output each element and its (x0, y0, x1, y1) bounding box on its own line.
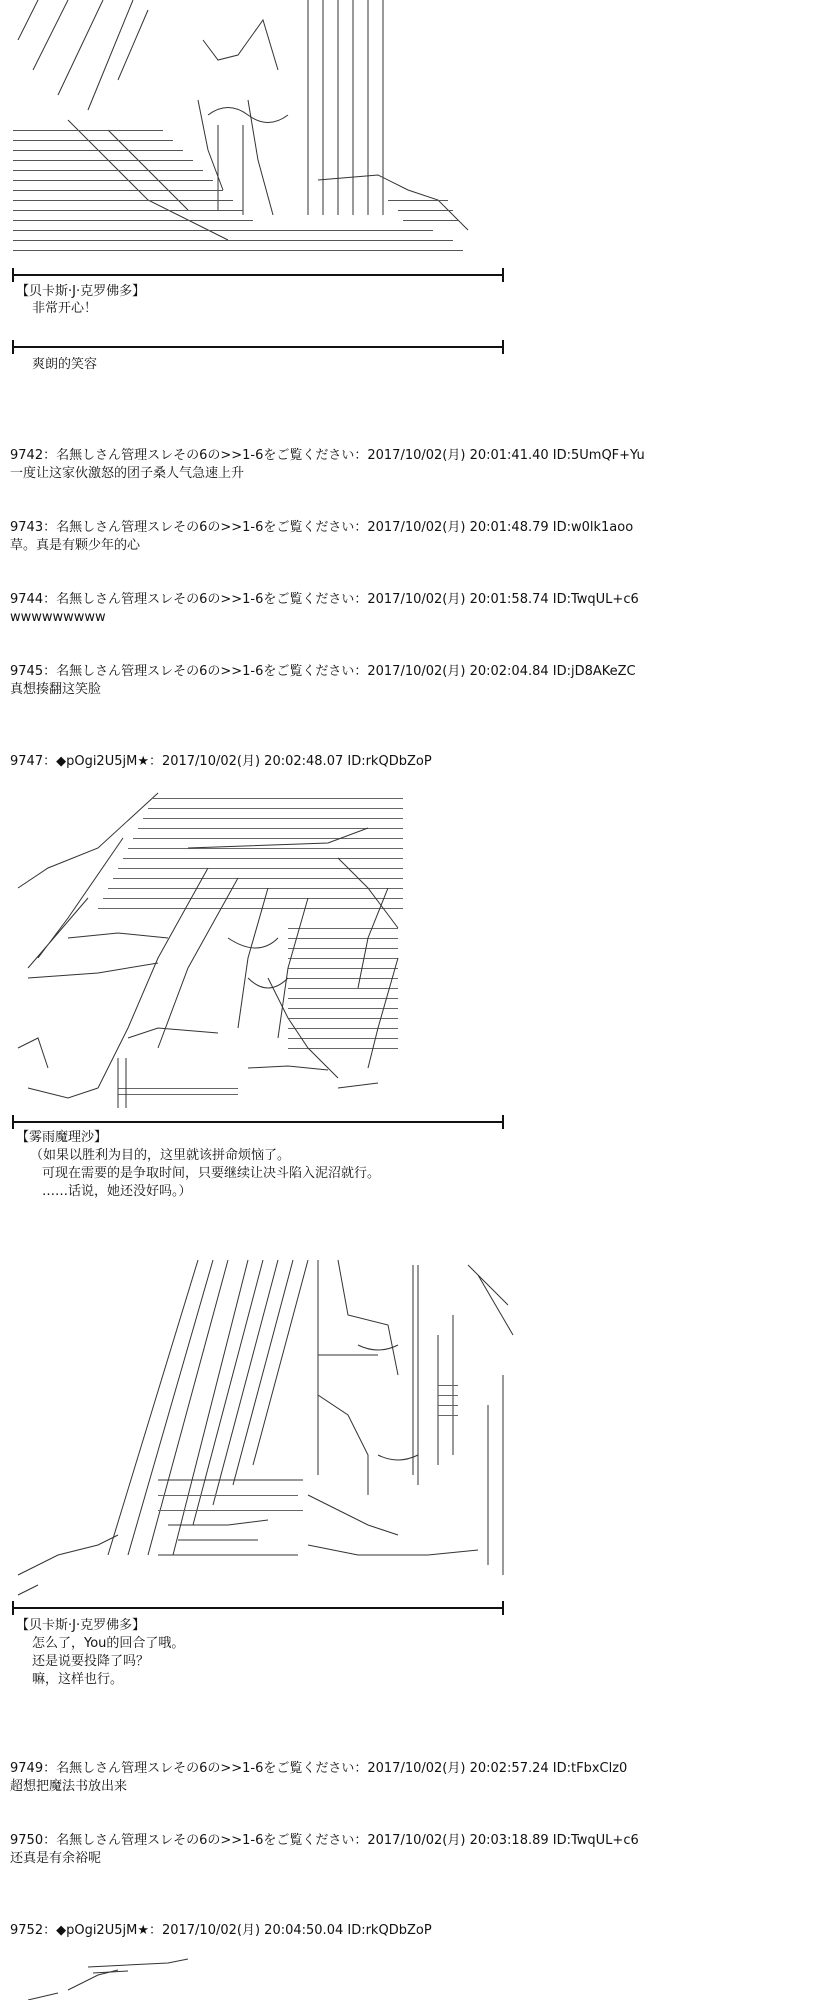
speaker-name: 【贝卡斯·J·克罗佛多】 (16, 284, 146, 299)
ascii-art-beckas (8, 1255, 518, 1605)
caption: 爽朗的笑容 (32, 357, 98, 372)
ascii-art-marisa-drawing (8, 788, 498, 1116)
dialogue-line: 非常开心！ (32, 301, 98, 316)
divider-tick (502, 1115, 504, 1129)
dialogue-line: 嘛，这样也行。 (32, 1672, 124, 1687)
post-header: 9745：名無しさん管理スレその6の>>1-6をご覧ください：2017/10/02(月) 20:02:04.84 ID:jD8AKeZC (10, 664, 636, 679)
speaker-name: 【贝卡斯·J·克罗佛多】 (16, 1618, 146, 1633)
post-header: 9744：名無しさん管理スレその6の>>1-6をご覧ください：2017/10/02(月) 20:01:58.74 ID:TwqUL+c6 (10, 592, 639, 607)
post-body: 真想揍翻这笑脸 (10, 682, 102, 697)
post-header: 9749：名無しさん管理スレその6の>>1-6をご覧ください：2017/10/02(月) 20:02:57.24 ID:tFbxClz0 (10, 1761, 628, 1776)
divider-tick (12, 268, 14, 282)
post-header: 9752：◆pOgi2U5jM★：2017/10/02(月) 20:04:50.04 ID:rkQDbZoP (10, 1923, 432, 1938)
speaker-name: 【雾雨魔理沙】 (16, 1130, 108, 1145)
dialogue-line: 还是说要投降了吗？ (32, 1654, 150, 1669)
divider-line (12, 1607, 504, 1609)
post-body: 还真是有余裕呢 (10, 1851, 102, 1866)
post-body: 草。真是有颗少年的心 (10, 538, 141, 553)
dialogue-line: 可现在需要的是争取时间，只要继续让决斗陷入泥沼就行。 (42, 1166, 381, 1181)
divider-line (12, 346, 504, 348)
ascii-art-top-drawing (8, 0, 478, 262)
post-header: 9743：名無しさん管理スレその6の>>1-6をご覧ください：2017/10/02(月) 20:01:48.79 ID:w0lk1aoo (10, 520, 634, 535)
divider-tick (502, 268, 504, 282)
divider-line (12, 1121, 504, 1123)
post-body: 一度让这家伙激怒的团子桑人气急速上升 (10, 466, 245, 481)
post-body: wwwwwwwww (10, 610, 106, 625)
ascii-art-bottom (8, 1955, 208, 2000)
divider-tick (12, 1115, 14, 1129)
divider-line (12, 274, 504, 276)
divider-tick (12, 340, 14, 354)
post-header: 9747：◆pOgi2U5jM★：2017/10/02(月) 20:02:48.07 ID:rkQDbZoP (10, 754, 432, 769)
divider-tick (12, 1601, 14, 1615)
post-header: 9750：名無しさん管理スレその6の>>1-6をご覧ください：2017/10/02(月) 20:03:18.89 ID:TwqUL+c6 (10, 1833, 639, 1848)
dialogue-line: ……话说，她还没好吗。） (42, 1184, 192, 1199)
ascii-art-beckas-drawing (8, 1255, 518, 1605)
ascii-art-marisa (8, 788, 498, 1116)
divider-tick (502, 1601, 504, 1615)
dialogue-line: 怎么了，You的回合了哦。 (32, 1636, 185, 1651)
ascii-art-top (8, 0, 478, 262)
post-header: 9742：名無しさん管理スレその6の>>1-6をご覧ください：2017/10/02(月) 20:01:41.40 ID:5UmQF+Yu (10, 448, 645, 463)
ascii-art-bottom-drawing (8, 1955, 208, 2000)
divider-tick (502, 340, 504, 354)
post-body: 超想把魔法书放出来 (10, 1779, 128, 1794)
dialogue-line: （如果以胜利为目的，这里就该拼命烦恼了。 (30, 1148, 291, 1163)
